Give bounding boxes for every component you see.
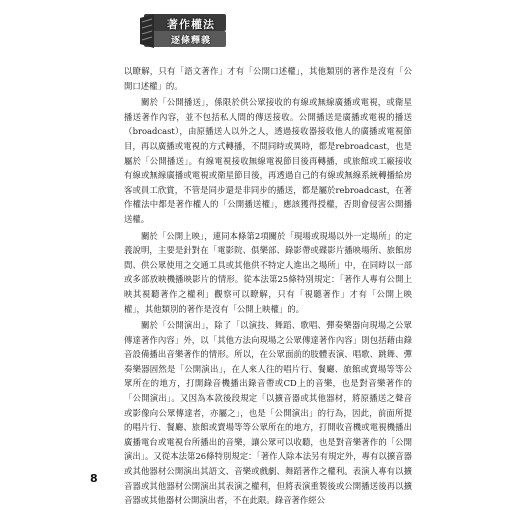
header-subtitle: 逐條釋義	[170, 36, 211, 46]
paragraph: 關於「公開演出」，除了「以演技、舞蹈、歌唱、彈奏樂器向現場之公眾傳達著作內容」外，以「其他方法向現場之公眾傳達著作內容」則包括藉由錄音設備播出音樂著作的情形。所以，在公眾面前的肢體表演、唱歌、跳舞、彈奏樂器固然是「公開演出」，在人來人往的唱片行、餐廳、旅館或賣場等等公眾所在的地方，打開錄音機播出錄音帶或CD上的音樂，也是對音樂著作的「公開演出」。又因為本款後段規定「以擴音器或其他器材，將原播送之聲音或影像向公眾傳達者，亦屬之」，也是「公開演出」的行為，因此，前面所提的唱片行、餐廳、旅館或賣場等等公眾所在的地方，打開收音機或電視機播出廣播電台或電視台所播出的音樂，讓公眾可以收聽，也是對音樂著作的「公開演出」。又從本法第26條特別規定：「著作人除本法另有規定外，專有以擴音器或其他器材公開演出其語文、音樂或戲劇、舞蹈著作之權利。表演人專有以擴音器或其他器材公開演出其表演之權利，但將表演重製後或公開播送後再以擴音器或其他器材公開演出者，不在此限。錄音著作經公	[124, 320, 412, 506]
page-body	[124, 64, 412, 510]
page-number: 8	[90, 472, 98, 485]
running-header	[138, 12, 228, 50]
header-title: 著作權法	[167, 18, 215, 31]
paragraph: 關於「公開上映」，連同本條第2項關於「現場或現場以外一定場所」的定義說明，主要是針對在「電影院、俱樂部、錄影帶或碟影片播映場所、旅館房間、供公眾使用之交通工具或其他供不特定人進出之場所」中，在同時以一部或多部放映機播映影片的情形。從本法第25條特別規定：「著作人專有公開上映其視聽著作之權利」觀察可以瞭解，只有「視聽著作」才有「公開上映權」，其他類別的著作是沒有「公開上映權」的。	[124, 230, 412, 314]
paragraph: 以瞭解，只有「語文著作」才有「公開口述權」，其他類別的著作是沒有「公開口述權」的。	[124, 66, 412, 91]
paragraph: 關於「公開播送」，係限於供公眾接收的有線或無線廣播或電視，或衛星播送著作內容，並不包括私人間的傳送接收。公開播送是廣播或電視的播送（broadcast），由原播送人以外之人，透過接收器接收他人的廣播或電視節目，再以廣播或電視的方式轉播，不問同時或異時，都是rebroadcast，也是屬於「公開播送」。有線電視接收無線電視節目後再轉播，或旅館或工廠接收有線或無線廣播或電視或衛星節目後，再透過自己的有線或無線系統轉播給房客或員工欣賞，不管是同步還是非同步的播送，都是屬於rebroadcast，在著作權法中都是著作權人的「公開播送權」，應該獲得授權，否則會侵害公開播送權。	[124, 97, 412, 224]
